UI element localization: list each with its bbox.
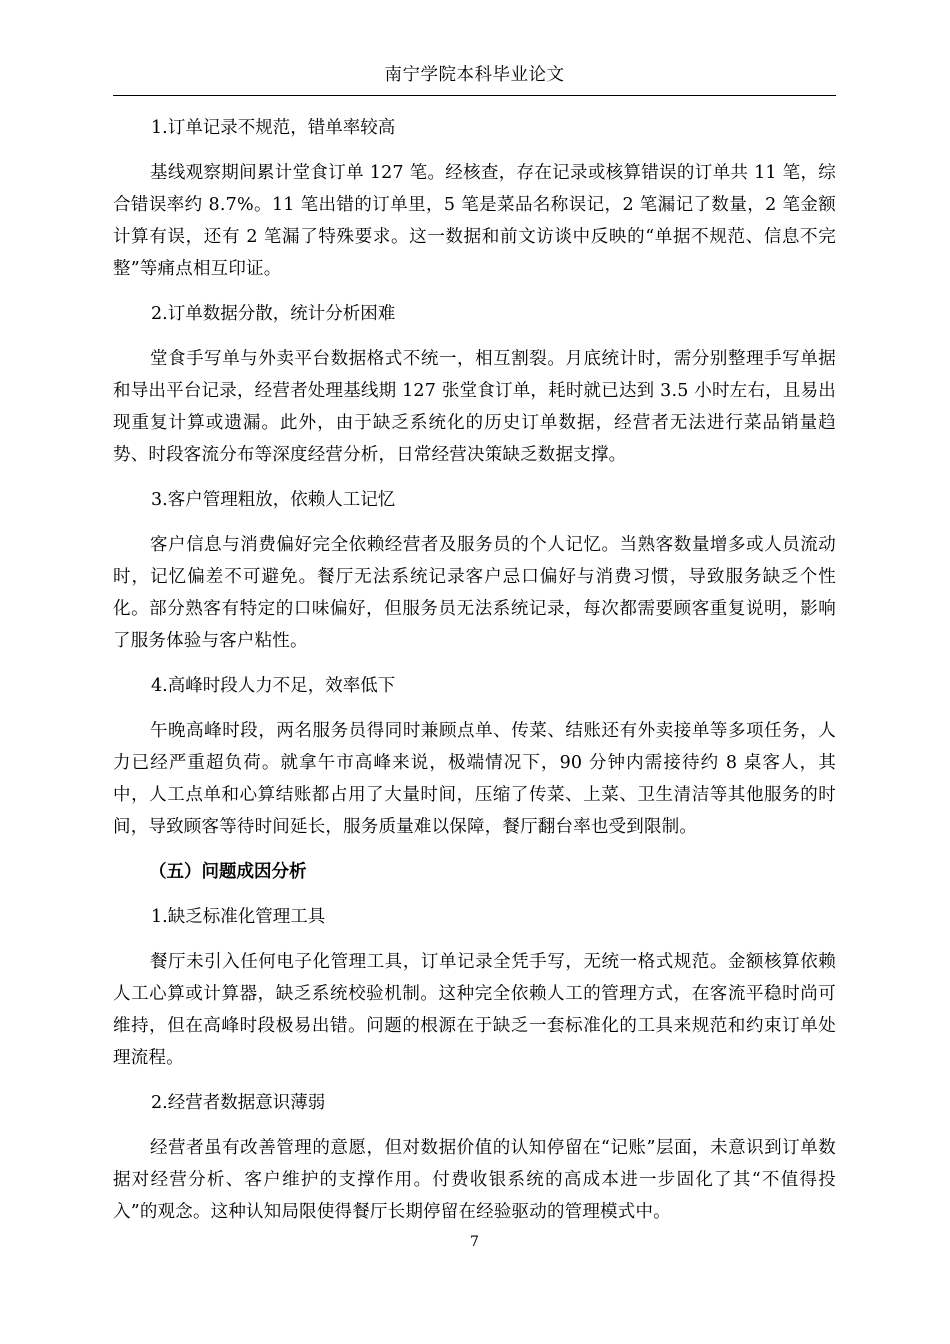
subheading-order-records: 1.订单记录不规范，错单率较高 xyxy=(151,118,396,138)
paragraph-order-data: 堂食手写单与外卖平台数据格式不统一，相互割裂。月底统计时，需分别整理手写单据和导出平台记录，经营者处理基线期 127 张堂食订单，耗时就已达到 3.5 小时左右，且易出现重复计算或遗漏。此外，由于缺乏系统化的历史订单数据，经营者无法进行菜品销量趋势、时段客流分布等深度经营分析，日常经营决策缺乏数据支撑。 xyxy=(113,349,836,465)
subheading-lack-of-tools: 1.缺乏标准化管理工具 xyxy=(151,907,326,927)
paragraph-lack-of-tools: 餐厅未引入任何电子化管理工具，订单记录全凭手写，无统一格式规范。金额核算依赖人工心算或计算器，缺乏系统校验机制。这种完全依赖人工的管理方式，在客流平稳时尚可维持，但在高峰时段极易出错。问题的根源在于缺乏一套标准化的工具来规范和约束订单处理流程。 xyxy=(113,952,836,1068)
paragraph-peak-staffing: 午晚高峰时段，两名服务员得同时兼顾点单、传菜、结账还有外卖接单等多项任务，人力已经严重超负荷。就拿午市高峰来说，极端情况下，90 分钟内需接待约 8 桌客人，其中，人工点单和心算结账都占用了大量时间，压缩了传菜、上菜、卫生清洁等其他服务的时间，导致顾客等待时间延长，服务质量难以保障，餐厅翻台率也受到限制。 xyxy=(113,721,836,837)
body-text xyxy=(113,112,836,1241)
paragraph-customer-management: 客户信息与消费偏好完全依赖经营者及服务员的个人记忆。当熟客数量增多或人员流动时，记忆偏差不可避免。餐厅无法系统记录客户忌口偏好与消费习惯，导致服务缺乏个性化。部分熟客有特定的口味偏好，但服务员无法系统记录，每次都需要顾客重复说明，影响了服务体验与客户粘性。 xyxy=(113,535,836,651)
page-number: 7 xyxy=(470,1234,479,1250)
section-heading-cause-analysis: （五）问题成因分析 xyxy=(149,862,307,882)
header-rule xyxy=(113,95,836,96)
subheading-customer-management: 3.客户管理粗放，依赖人工记忆 xyxy=(151,490,396,510)
running-header: 南宁学院本科毕业论文 xyxy=(384,65,565,85)
paragraph-order-errors: 基线观察期间累计堂食订单 127 笔。经核查，存在记录或核算错误的订单共 11 笔，综合错误率约 8.7%。11 笔出错的订单里，5 笔是菜品名称误记，2 笔漏记了数量，2 笔金额计算有误，还有 2 笔漏了特殊要求。这一数据和前文访谈中反映的“单据不规范、信息不完整”等痛点相互印证。 xyxy=(113,163,836,279)
subheading-order-data: 2.订单数据分散，统计分析困难 xyxy=(151,304,396,324)
paragraph-data-awareness: 经营者虽有改善管理的意愿，但对数据价值的认知停留在“记账”层面，未意识到订单数据对经营分析、客户维护的支撑作用。付费收银系统的高成本进一步固化了其“不值得投入”的观念。这种认知局限使得餐厅长期停留在经验驱动的管理模式中。 xyxy=(113,1138,836,1222)
subheading-data-awareness: 2.经营者数据意识薄弱 xyxy=(151,1093,326,1113)
subheading-peak-staffing: 4.高峰时段人力不足，效率低下 xyxy=(151,676,396,696)
